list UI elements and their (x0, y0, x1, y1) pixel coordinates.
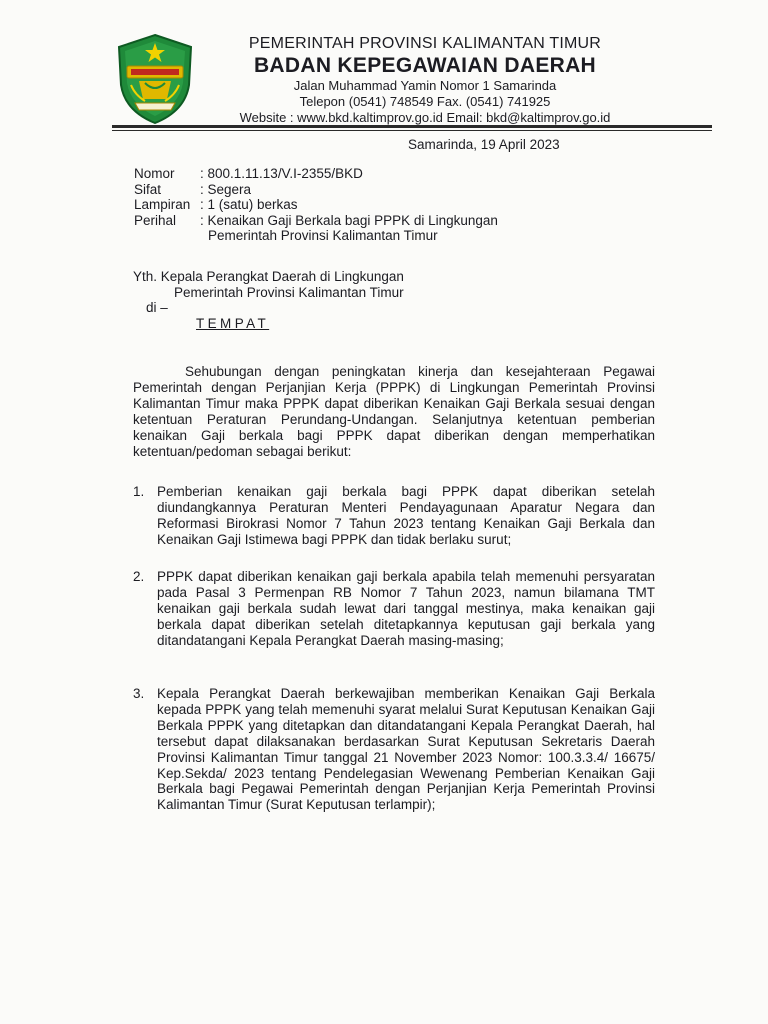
ref-nomor (134, 166, 498, 182)
addressee-place: TEMPAT (196, 316, 270, 331)
letter-body (133, 364, 655, 459)
ref-lampiran-label: Lampiran (134, 197, 191, 212)
letterhead (0, 0, 768, 140)
addressee-line-2: Pemerintah Provinsi Kalimantan Timur (174, 284, 404, 300)
ref-perihal-line-2: Pemerintah Provinsi Kalimantan Timur (208, 228, 438, 243)
letter-date: Samarinda, 19 April 2023 (408, 137, 560, 152)
office-web-email: Website : www.bkd.kaltimprov.go.id Email: bkd@kaltimprov.go.id (239, 110, 611, 125)
ref-sifat-label: Sifat (134, 181, 162, 197)
agency-name: BADAN KEPEGAWAIAN DAERAH (253, 54, 597, 77)
ref-perihal-label: Perihal (134, 212, 177, 228)
addressee-block (133, 269, 404, 316)
list-item-text: PPPK dapat diberikan kenaikan gaji berkala apabila telah memenuhi persyaratan pada Pasal 3 Permenpan RB Nomor 7 Tahun 2023, namun bilamana TMT kenaikan gaji berkala sudah lewat dari tanggal mestinya, maka kenaikan gaji berkala dapat diberikan setelah ditetapkannya keputusan gaji berkala yang ditandatangani Kepala Perangkat Daerah masing-masing; (157, 569, 655, 648)
list-item-number: 3. (133, 686, 145, 701)
letterhead-rule-thin (112, 130, 712, 131)
list-item (133, 686, 655, 813)
list-item-text: Kepala Perangkat Daerah berkewajiban memberikan Kenaikan Gaji Berkala kepada PPPK yang telah memenuhi syarat melalui Surat Keputusan Kenaikan Gaji Berkala PPPK yang ditetapkan dan ditandatangani Kepala Perangkat Daerah, hal tersebut dapat dilaksanakan berdasarkan Surat Keputusan Sekretaris Daerah Provinsi Kalimantan Timur tanggal 21 November 2023 Nomor: 100.3.3.4/ 16675/ Kep.Sekda/ 2023 tentang Pendelegasian Wewenang Pemberian Kenaikan Gaji Berkala bagi Pegawai Pemerintah dengan Perjanjian Kerja Pemerintah Provinsi Kalimantan Timur (Surat Keputusan terlampir); (157, 686, 655, 813)
addressee-line-1: Yth. Kepala Perangkat Daerah di Lingkungan (133, 269, 404, 284)
list-item (133, 484, 655, 548)
ref-lampiran-value: : 1 (satu) berkas (200, 197, 298, 212)
ref-perihal-line-1: : Kenaikan Gaji Berkala bagi PPPK di Lingkungan (200, 212, 498, 228)
ref-nomor-label: Nomor (134, 166, 175, 181)
list-item (133, 569, 655, 649)
reference-block (134, 166, 498, 244)
list-item-number: 1. (133, 484, 145, 499)
office-phone: Telepon (0541) 748549 Fax. (0541) 741925 (299, 94, 551, 109)
letterhead-text (200, 34, 650, 126)
ref-perihal (134, 213, 498, 244)
addressee-line-3: di – (146, 300, 168, 315)
list-item-number: 2. (133, 569, 145, 584)
letterhead-rule-thick (112, 125, 712, 128)
ref-lampiran (134, 197, 498, 213)
office-address: Jalan Muhammad Yamin Nomor 1 Samarinda (293, 78, 557, 93)
provincial-crest-icon (115, 33, 195, 125)
ref-nomor-value: : 800.1.11.13/V.I-2355/BKD (200, 166, 363, 181)
ref-sifat (134, 182, 498, 198)
intro-paragraph: Sehubungan dengan peningkatan kinerja dan kesejahteraan Pegawai Pemerintah dengan Perjanjian Kerja (PPPK) di Lingkungan Pemerintah Provinsi Kalimantan Timur maka PPPK dapat diberikan Kenaikan Gaji Berkala sesuai dengan ketentuan Peraturan Perundang-Undangan. Selanjutnya ketentuan pemberian kenaikan Gaji berkala bagi PPPK dapat diberikan dengan memperhatikan ketentuan/pedoman sebagai berikut: (133, 364, 655, 459)
government-name: PEMERINTAH PROVINSI KALIMANTAN TIMUR (248, 35, 602, 52)
list-item-text: Pemberian kenaikan gaji berkala bagi PPPK dapat diberikan setelah diundangkannya Peraturan Menteri Pendayagunaan Aparatur Negara dan Reformasi Birokrasi Nomor 7 Tahun 2023 tentang Kenaikan Gaji Berkala dan Kenaikan Gaji Istimewa bagi PPPK dan tidak berlaku surut; (157, 484, 655, 547)
ref-sifat-value: : Segera (200, 181, 252, 197)
ref-perihal-value (200, 213, 498, 244)
